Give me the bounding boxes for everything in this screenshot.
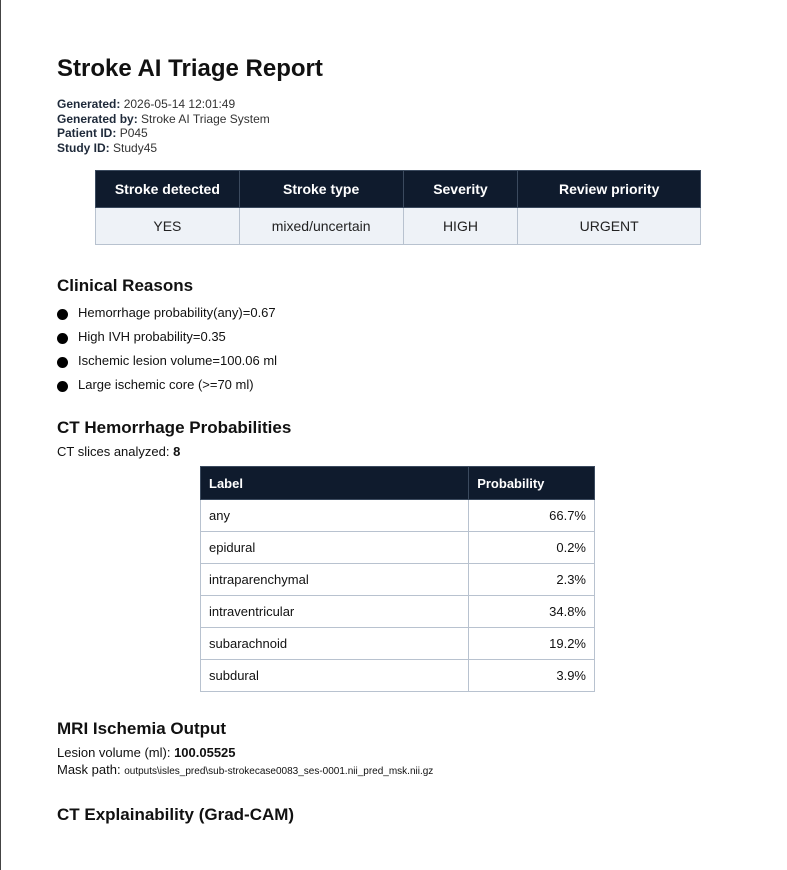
summary-stroke-type: mixed/uncertain	[239, 208, 403, 245]
bullet-icon	[57, 309, 68, 320]
meta-label: Study ID:	[57, 140, 110, 155]
ct-probabilities-heading: CT Hemorrhage Probabilities	[57, 418, 292, 437]
row-probability: 19.2%	[469, 628, 595, 660]
bullet-icon	[57, 381, 68, 392]
ct-slices-analyzed	[57, 444, 180, 459]
reason-text: Hemorrhage probability(any)=0.67	[78, 304, 276, 320]
meta-label: Generated:	[57, 97, 121, 111]
bullet-icon	[57, 357, 68, 368]
reason-text: High IVH probability=0.35	[78, 328, 226, 344]
clinical-reasons-heading: Clinical Reasons	[57, 276, 194, 295]
mri-mask-path	[57, 762, 433, 777]
ct-slices-label: CT slices analyzed:	[57, 444, 170, 459]
mask-path-value: outputs\isles_pred\sub-strokecase0083_ses-0001.nii_pred_msk.nii.gz	[124, 766, 434, 777]
meta-patient-id	[57, 126, 270, 141]
reason-text: Large ischemic core (>=70 ml)	[78, 376, 254, 392]
row-probability: 66.7%	[469, 500, 595, 532]
row-probability: 2.3%	[469, 564, 595, 596]
row-probability: 3.9%	[469, 660, 595, 692]
meta-value: Stroke AI Triage System	[141, 111, 270, 126]
summary-review-priority: URGENT	[518, 208, 701, 245]
summary-header-stroke-detected: Stroke detected	[96, 171, 240, 208]
meta-label: Patient ID:	[57, 126, 117, 140]
row-label: any	[201, 500, 469, 532]
summary-value-row	[96, 208, 701, 245]
row-label: subarachnoid	[201, 628, 469, 660]
clinical-reasons-list	[57, 300, 277, 396]
summary-severity: HIGH	[403, 208, 518, 245]
column-header-label: Label	[201, 467, 469, 500]
list-item	[57, 372, 277, 396]
meta-label: Generated by:	[57, 111, 138, 126]
summary-header-stroke-type: Stroke type	[239, 171, 403, 208]
table-row	[201, 596, 595, 628]
meta-study-id	[57, 141, 270, 156]
mri-lesion-volume	[57, 745, 236, 760]
bullet-icon	[57, 333, 68, 344]
list-item	[57, 300, 277, 324]
table-row	[201, 500, 595, 532]
row-label: epidural	[201, 532, 469, 564]
column-header-probability: Probability	[469, 467, 595, 500]
table-row	[201, 628, 595, 660]
row-probability: 0.2%	[469, 532, 595, 564]
row-probability: 34.8%	[469, 596, 595, 628]
row-label: intraventricular	[201, 596, 469, 628]
lesion-volume-label: Lesion volume (ml):	[57, 745, 171, 760]
meta-generated	[57, 97, 270, 112]
report-metadata	[57, 97, 270, 155]
table-row	[201, 532, 595, 564]
table-row	[201, 564, 595, 596]
summary-stroke-detected: YES	[96, 208, 240, 245]
table-row	[201, 660, 595, 692]
summary-table	[95, 170, 701, 245]
reason-text: Ischemic lesion volume=100.06 ml	[78, 352, 278, 368]
report-title: Stroke AI Triage Report	[57, 55, 323, 82]
row-label: subdural	[201, 660, 469, 692]
ct-probabilities-table	[200, 466, 595, 692]
summary-header-review-priority: Review priority	[518, 171, 701, 208]
table-header-row	[201, 467, 595, 500]
page-left-border	[0, 0, 1, 870]
mri-ischemia-heading: MRI Ischemia Output	[57, 719, 227, 738]
mask-path-label: Mask path:	[57, 762, 121, 777]
meta-generated-by	[57, 112, 270, 127]
ct-explainability-heading: CT Explainability (Grad-CAM)	[57, 805, 295, 824]
list-item	[57, 348, 277, 372]
row-label: intraparenchymal	[201, 564, 469, 596]
lesion-volume-value: 100.05525	[174, 745, 236, 760]
list-item	[57, 324, 277, 348]
meta-value: P045	[119, 126, 148, 140]
summary-header-severity: Severity	[403, 171, 518, 208]
meta-value: 2026-05-14 12:01:49	[123, 97, 236, 111]
summary-header-row	[96, 171, 701, 208]
meta-value: Study45	[113, 140, 158, 155]
ct-slices-value: 8	[173, 444, 181, 459]
